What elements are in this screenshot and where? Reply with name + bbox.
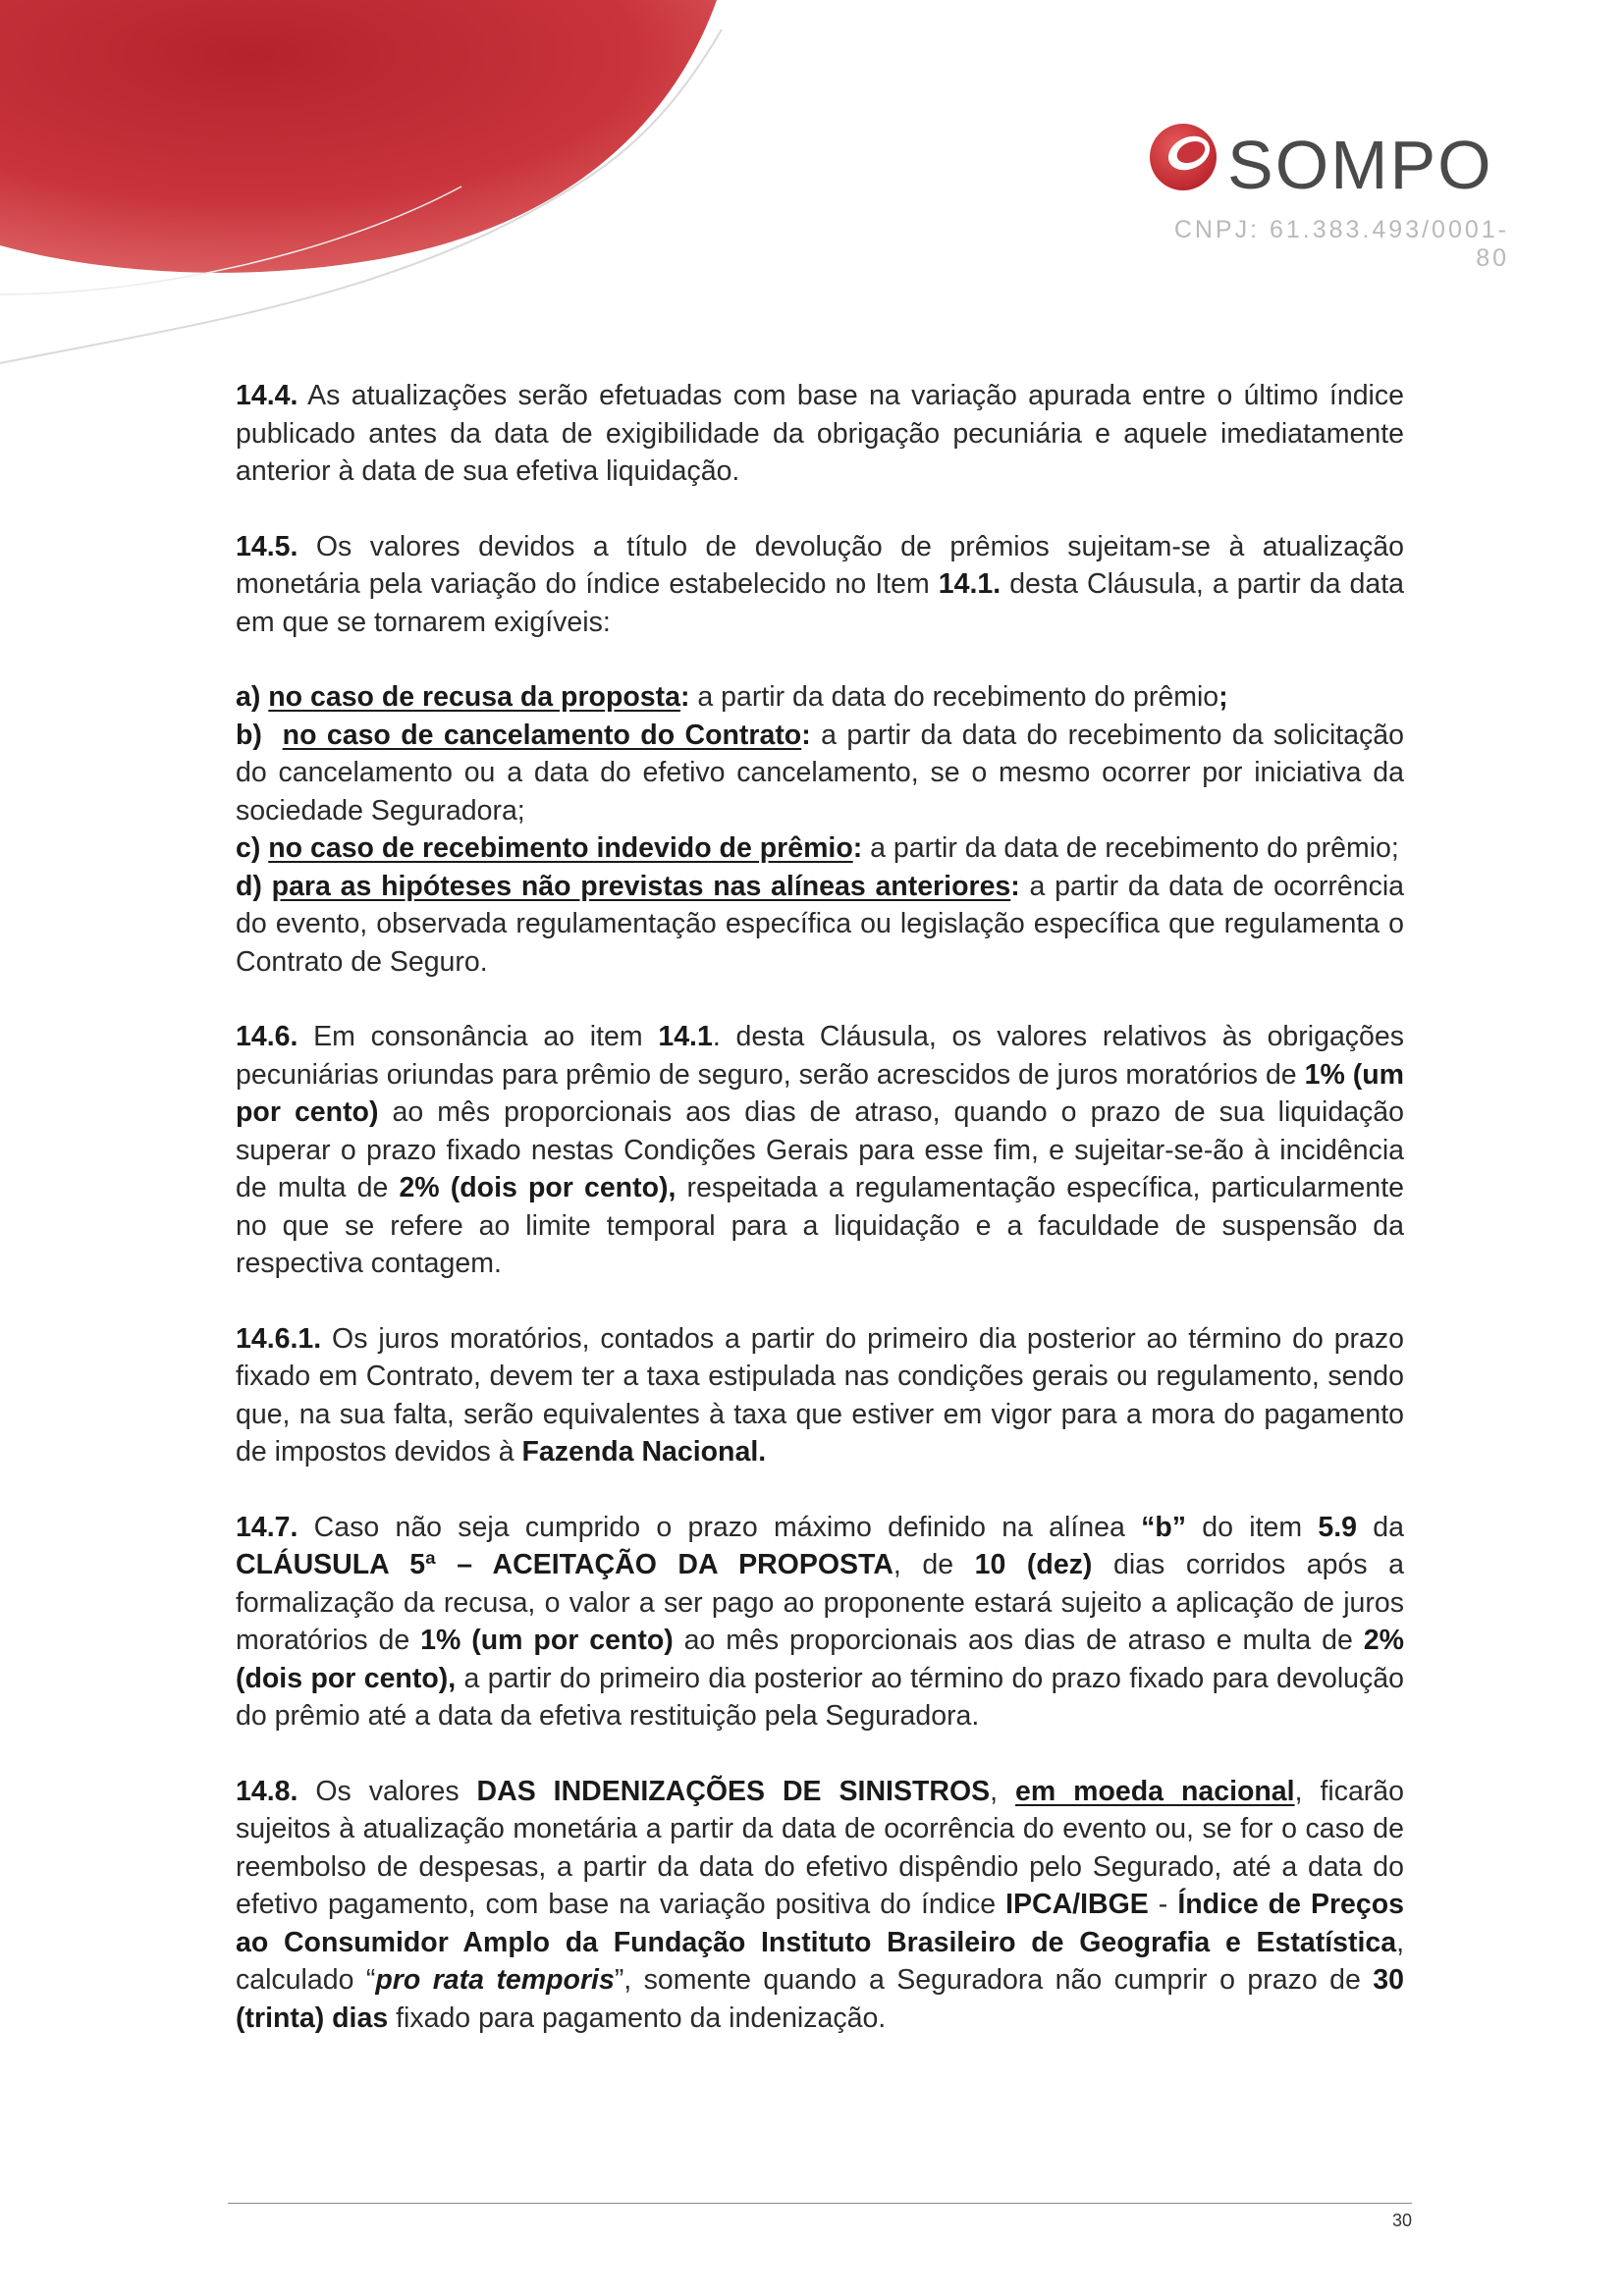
bold-text: DAS INDENIZAÇÕES DE SINISTROS: [476, 1775, 991, 1807]
paragraph-text: Os valores devidos a título de devolução de prêmios sujeitam-se à atualização monetária pela variação do índice estabelecido no Item: [236, 530, 1404, 600]
italic-text: pro rata temporis: [375, 1964, 615, 1996]
colon: :: [1010, 870, 1020, 902]
paragraph-14-4: [236, 377, 1404, 491]
bold-text: 5.9: [1318, 1511, 1358, 1543]
list-letter: b): [236, 719, 262, 751]
list-item-text: a partir da data de ocorrência do evento, observada regulamentação específica ou legislação específica que regulamenta o Contrato de Seguro.: [236, 870, 1405, 978]
section-number: 14.7.: [236, 1511, 298, 1543]
footer-divider: [228, 2203, 1412, 2204]
section-number: 14.8.: [236, 1775, 298, 1807]
underlined-title: no caso de recusa da proposta: [268, 681, 680, 713]
paragraph-text: As atualizações serão efetuadas com base na variação apurada entre o último índice publicado antes da data de exigibilidade da obrigação pecuniária e aquele imediatamente anterior à data de sua efetiva liquidação.: [236, 380, 1404, 487]
paragraph-text: ao mês proporcionais aos dias de atraso, quando o prazo de sua liquidação superar o prazo fixado nestas Condições Gerais para esse fim, e sujeitar-se-ão à incidência de multa de: [236, 1096, 1405, 1203]
paragraph-text: ao mês proporcionais aos dias de atraso e multa de: [673, 1625, 1364, 1656]
bold-text: IPCA/IBGE: [1005, 1889, 1149, 1920]
list-letter: a): [236, 681, 261, 713]
list-item-text: a partir da data de recebimento do prêmio;: [862, 832, 1399, 864]
paragraph-text: do item: [1186, 1511, 1319, 1543]
page-number: 30: [1391, 2211, 1412, 2230]
paragraph-text: . desta Cláusula, os valores relativos às obrigações pecuniárias oriundas para prêmio de seguro, serão acrescidos de juros moratórios de: [236, 1021, 1404, 1091]
list-item-text: a partir da data do recebimento do prêmio: [689, 681, 1219, 713]
list-item-d: [236, 868, 1404, 982]
paragraph-text: desta Cláusula, a partir da data em que se tornarem exigíveis:: [236, 568, 1404, 638]
bold-text: Fazenda Nacional.: [521, 1436, 767, 1468]
paragraph-text: a partir do primeiro dia posterior ao término do prazo fixado para devolução do prêmio até a data da efetiva restituição pela Seguradora.: [236, 1662, 1404, 1732]
sompo-logo-icon: [1144, 118, 1222, 196]
underlined-text: em moeda nacional: [1015, 1775, 1295, 1807]
paragraph-text: fixado para pagamento da indenização.: [388, 2002, 887, 2034]
bold-text: 2% (dois por cento),: [236, 1625, 1404, 1694]
list-item-title: [268, 681, 689, 713]
paragraph-14-5: [236, 528, 1404, 642]
underlined-title: para as hipóteses não previstas nas alíneas anteriores: [271, 870, 1011, 902]
bold-text: “b”: [1141, 1511, 1187, 1543]
bold-text: 1% (um por cento): [236, 1058, 1404, 1128]
section-number: 14.6.1.: [236, 1322, 322, 1355]
bold-text: Índice de Preços ao Consumidor Amplo da Fundação Instituto Brasileiro de Geografia e Estatística: [236, 1889, 1405, 1958]
list-item-title: [272, 871, 1020, 902]
list-item-a: [236, 678, 1404, 717]
bold-text: 10 (dez): [974, 1549, 1093, 1580]
bold-italic-text: [375, 1964, 614, 1996]
paragraph-text: ,: [990, 1775, 1015, 1807]
list-item-b: [236, 717, 1404, 830]
section-number: 14.6.: [236, 1021, 298, 1052]
section-number: 14.5.: [236, 530, 298, 562]
bold-underlined-text: [1015, 1776, 1295, 1807]
paragraph-text: respeitada a regulamentação específica, particularmente no que se refere ao limite temporal para a liquidação e a faculdade de suspensão da respectiva contagem.: [236, 1172, 1404, 1279]
paragraph-text: , de: [893, 1549, 975, 1580]
item-reference: 14.1.: [938, 568, 1001, 600]
cnpj-number: CNPJ: 61.383.493/0001-80: [1173, 216, 1509, 272]
paragraph-text: Os juros moratórios, contados a partir do primeiro dia posterior ao término do prazo fixado em Contrato, devem ter a taxa estipulada nas condições gerais ou regulamento, sendo que, na sua falta, serão equivalentes à taxa que estiver em vigor para a mora do pagamento de impostos devidos à: [236, 1322, 1404, 1468]
bold-text: 1% (um por cento): [420, 1625, 674, 1656]
underlined-title: no caso de recebimento indevido de prêmio: [268, 832, 853, 864]
bold-text: 30 (trinta) dias: [236, 1964, 1404, 2034]
section-number: 14.4.: [236, 380, 298, 411]
paragraph-text: Em consonância ao item: [298, 1021, 659, 1052]
list-item-c: [236, 829, 1404, 868]
list-item-title: [268, 832, 862, 864]
paragraph-text: da: [1357, 1511, 1404, 1543]
paragraph-14-8: [236, 1773, 1404, 2038]
paragraph-text: , ficarão sujeitos à atualização monetária a partir da data de ocorrência do evento ou, se for o caso de reembolso de despesas, a partir da data do efetivo dispêndio pelo Segurado, até a data do efetivo pagamento, com base na variação positiva do índice: [236, 1775, 1404, 1920]
paragraph-text: Caso não seja cumprido o prazo máximo definido na alínea: [298, 1511, 1142, 1543]
paragraph-14-6: [236, 1018, 1404, 1283]
bold-text: 2% (dois por cento),: [399, 1172, 677, 1203]
semicolon: ;: [1218, 681, 1228, 713]
paragraph-14-6-1: [236, 1320, 1404, 1471]
colon: :: [679, 681, 690, 713]
list-letter: c): [236, 832, 261, 864]
document-body: [236, 377, 1404, 2074]
paragraph-text: -: [1148, 1889, 1178, 1920]
item-reference: 14.1: [658, 1021, 713, 1052]
underlined-title: no caso de cancelamento do Contrato: [282, 719, 802, 751]
list-item-title: [283, 720, 811, 751]
bold-text: CLÁUSULA 5ª – ACEITAÇÃO DA PROPOSTA: [236, 1549, 893, 1580]
colon: :: [801, 719, 811, 751]
brand-name: SOMPO: [1227, 127, 1493, 203]
paragraph-text: , calculado “: [236, 1926, 1404, 1996]
list-item-text: a partir da data do recebimento da solicitação do cancelamento ou a data do efetivo cancelamento, se o mesmo ocorrer por iniciativa da sociedade Seguradora;: [236, 719, 1404, 827]
paragraph-text: ”, somente quando a Seguradora não cumprir o prazo de: [614, 1964, 1374, 1996]
list-letter: d): [236, 870, 262, 902]
sompo-logo: [1144, 118, 1517, 272]
paragraph-text: Os valores: [298, 1775, 477, 1807]
colon: :: [852, 832, 863, 864]
paragraph-text: dias corridos após a formalização da recusa, o valor a ser pago ao proponente estará sujeito a aplicação de juros moratórios de: [236, 1549, 1404, 1656]
paragraph-14-7: [236, 1509, 1404, 1735]
